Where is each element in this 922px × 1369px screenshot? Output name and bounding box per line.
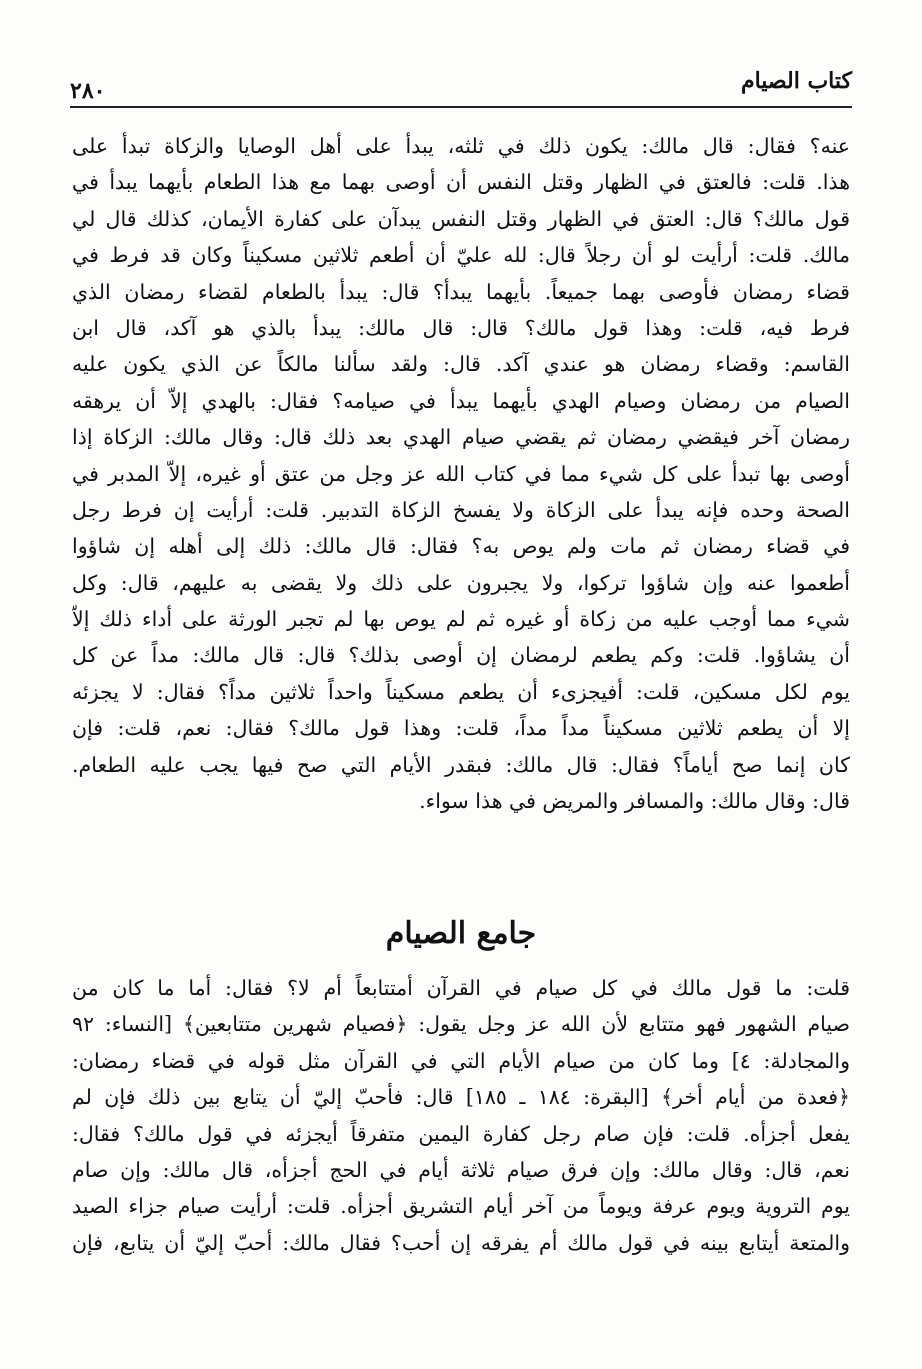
text-line: الصيام من رمضان وصيام الهدي بأيهما يبدأ في صيامه؟ فقال: بالهدي إلاّ أن يرهقه bbox=[72, 388, 850, 413]
body-text-section-2 bbox=[72, 970, 850, 1261]
text-line: قلت: ما قول مالك في كل صيام في القرآن أمتتابعاً أم لا؟ فقال: أما ما كان من bbox=[72, 976, 850, 1000]
text-line: رمضان آخر فيقضي رمضان ثم يقضي صيام الهدي بعد ذلك قال: وقال مالك: الزكاة إذا bbox=[72, 425, 850, 450]
text-line: في قضاء رمضان ثم مات ولم يوص به؟ فقال: قال مالك: ذلك إلى أهله إن شاؤوا bbox=[72, 534, 850, 559]
text-line: يوم لكل مسكين، قلت: أفيجزىء أن يطعم مسكيناً واحداً ثلاثين مداً؟ فقال: لا يجزئه bbox=[72, 679, 850, 704]
text-line: قول مالك؟ قال: العتق في الظهار وقتل النفس يبدآن على كفارة الأيمان، كذلك قال لي bbox=[72, 206, 850, 231]
header-rule bbox=[70, 106, 852, 108]
text-line: والمتعة أيتابع بينه في قول مالك أم يفرقه إن أحب؟ فقال مالك: أحبّ إليّ أن يتابع، فإن bbox=[72, 1230, 850, 1255]
text-line: مالك. قلت: أرأيت لو أن رجلاً قال: لله عليّ أن أطعم ثلاثين مسكيناً وكان قد فرط في bbox=[72, 243, 850, 268]
text-line: أوصى بها تبدأ على كل شيء مما في كتاب الله عز وجل من عتق أو غيره، إلاّ المدبر في bbox=[72, 461, 850, 486]
text-line: يوم التروية ويوم عرفة ويوماً من آخر أيام التشريق أجزأه. قلت: أرأيت صيام جزاء الصيد bbox=[72, 1194, 850, 1219]
text-line: كان إنما صح أياماً؟ فقال: قال مالك: فبقدر الأيام التي صح فيها يجب عليه الطعام. bbox=[72, 752, 850, 777]
page-header bbox=[70, 60, 852, 110]
text-line: نعم، قال: وقال مالك: وإن فرق صيام ثلاثة أيام في الحج أجزأه، قال مالك: وإن صام bbox=[72, 1157, 850, 1182]
page-number: ٢٨٠ bbox=[70, 78, 106, 104]
text-line: شيء مما أوجب عليه من زكاة أو غيره ثم لم يوص بها لم تجبر الورثة على أداء ذلك إلاّ bbox=[72, 607, 850, 632]
text-line: قضاء رمضان فأوصى بهما جميعاً. بأيهما يبدأ؟ قال: يبدأ بالطعام لقضاء رمضان الذي bbox=[72, 279, 850, 304]
text-line: والمجادلة: ٤] وما كان من صيام الأيام التي في القرآن مثل قوله في قضاء رمضان: bbox=[72, 1048, 850, 1073]
text-line: أن يشاؤوا. قلت: وكم يطعم لرمضان إن أوصى بذلك؟ قال: قال مالك: مداً عن كل bbox=[72, 643, 850, 668]
text-line: فرط فيه، قلت: وهذا قول مالك؟ قال: قال مالك: يبدأ بالذي هو آكد، قال ابن bbox=[72, 315, 850, 340]
text-line: صيام الشهور فهو متتابع لأن الله عز وجل يقول: ﴿فصيام شهرين متتابعين﴾ [النساء: ٩٢ bbox=[72, 1012, 850, 1037]
text-line: ﴿فعدة من أيام أخر﴾ [البقرة: ١٨٤ ـ ١٨٥] قال: فأحبّ إليّ أن يتابع بين ذلك فإن لم bbox=[72, 1085, 850, 1110]
text-line: القاسم: وقضاء رمضان هو عندي آكد. قال: ولقد سألنا مالكاً عن الذي يكون عليه bbox=[72, 352, 850, 377]
text-line: عنه؟ فقال: قال مالك: يكون ذلك في ثلثه، يبدأ على أهل الوصايا والزكاة تبدأ على bbox=[72, 134, 850, 158]
text-line: يفعل أجزأه. قلت: فإن صام رجل كفارة اليمين متفرقاً أيجزئه في قول مالك؟ فقال: bbox=[72, 1121, 850, 1146]
body-text-section-1 bbox=[72, 128, 850, 819]
running-title: كتاب الصيام bbox=[740, 68, 852, 94]
text-line: إلا أن يطعم ثلاثين مسكيناً مداً مداً، قلت: وهذا قول مالك؟ فقال: نعم، قلت: فإن bbox=[72, 716, 850, 741]
section-heading: جامع الصيام bbox=[385, 916, 537, 951]
text-line: قال: وقال مالك: والمسافر والمريض في هذا سواء. bbox=[419, 789, 850, 814]
text-line: أطعموا عنه وإن شاؤوا تركوا، ولا يجبرون على ذلك ولا يقضى به عليهم، قال: وكل bbox=[72, 570, 850, 595]
text-line: هذا. قلت: فالعتق في الظهار وقتل النفس أن أوصى بهما مع هذا الطعام بأيهما يبدأ في bbox=[72, 170, 850, 195]
text-line: الصحة وحده فإنه يبدأ على الزكاة ولا يفسخ الزكاة التدبير. قلت: أرأيت إن فرط رجل bbox=[72, 497, 850, 522]
